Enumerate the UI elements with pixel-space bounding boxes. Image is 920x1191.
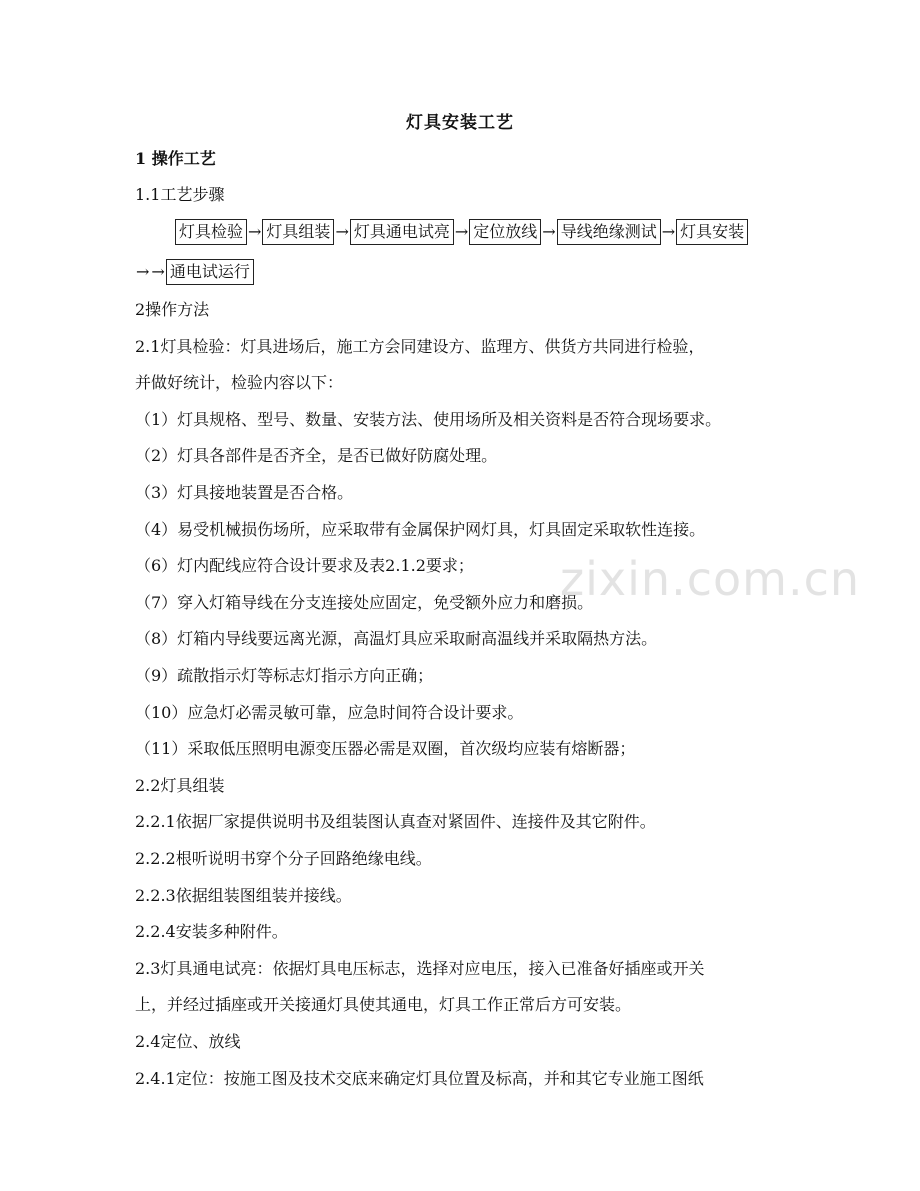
body-line: 2.2.4安装多种附件。: [135, 922, 288, 941]
body-line: 上，并经过插座或开关接通灯具使其通电，灯具工作正常后方可安装。: [135, 995, 632, 1014]
body-line: （3）灯具接地装置是否合格。: [135, 483, 354, 502]
document-title: 灯具安装工艺: [406, 113, 514, 133]
flow-step-box: 灯具组装: [262, 219, 334, 245]
arrow-right-icon: →: [542, 222, 556, 241]
body-line: 2.4定位、放线: [135, 1032, 241, 1051]
arrow-right-icon: →: [151, 262, 165, 281]
body-line: （1）灯具规格、型号、数量、安装方法、使用场所及相关资料是否符合现场要求。: [135, 410, 722, 429]
body-line: 2操作方法: [135, 300, 210, 319]
body-line: （8）灯箱内导线要远离光源，高温灯具应采取耐高温线并采取隔热方法。: [135, 629, 658, 648]
body-line: 2.2灯具组装: [135, 776, 225, 795]
flow-step-box: 灯具通电试亮: [350, 219, 454, 245]
arrow-right-icon: →: [454, 222, 469, 241]
body-line: 2.2.3依据组装图组装并接线。: [135, 886, 352, 905]
body-line: 2.1灯具检验：灯具进场后，施工方会同建设方、监理方、供货方共同进行检验，: [135, 337, 705, 356]
body-line: （11）采取低压照明电源变压器必需是双圈，首次级均应装有熔断器；: [135, 739, 636, 758]
process-flow-row-1: [175, 219, 748, 245]
body-line: 并做好统计，检验内容以下：: [135, 373, 344, 392]
flow-step-box: 灯具检验: [175, 219, 247, 245]
arrow-right-icon: →: [136, 262, 150, 281]
body-line: （6）灯内配线应符合设计要求及表2.1.2要求；: [135, 556, 474, 575]
body-line: 2.3灯具通电试亮：依据灯具电压标志，选择对应电压，接入已准备好插座或开关: [135, 959, 705, 978]
flow-step-box: 导线绝缘测试: [557, 219, 661, 245]
section-heading-1: 1 操作工艺: [135, 149, 216, 168]
watermark: zixin.com.cn: [560, 552, 861, 606]
body-line: 2.4.1定位：按施工图及技术交底来确定灯具位置及标高，并和其它专业施工图纸: [135, 1069, 704, 1088]
body-line: （7）穿入灯箱导线在分支连接处应固定，免受额外应力和磨损。: [135, 593, 594, 612]
flow-step-box: 通电试运行: [166, 259, 254, 285]
flow-step-box: 定位放线: [469, 219, 541, 245]
arrow-right-icon: →: [248, 222, 262, 241]
body-line: （9）疏散指示灯等标志灯指示方向正确；: [135, 666, 434, 685]
body-line: （10）应急灯必需灵敏可靠，应急时间符合设计要求。: [135, 703, 524, 722]
body-line: （2）灯具各部件是否齐全，是否已做好防腐处理。: [135, 446, 498, 465]
body-line: （4）易受机械损伤场所，应采取带有金属保护网灯具，灯具固定采取软性连接。: [135, 520, 706, 539]
process-flow-row-2: [135, 259, 254, 285]
flow-step-box: 灯具安装: [676, 219, 748, 245]
body-line: 2.2.1依据厂家提供说明书及组装图认真查对紧固件、连接件及其它附件。: [135, 812, 656, 831]
subsection-heading-1-1: 1.1工艺步骤: [135, 185, 225, 204]
arrow-right-icon: →: [661, 222, 676, 241]
arrow-right-icon: →: [335, 222, 349, 241]
body-line: 2.2.2根听说明书穿个分子回路绝缘电线。: [135, 849, 432, 868]
